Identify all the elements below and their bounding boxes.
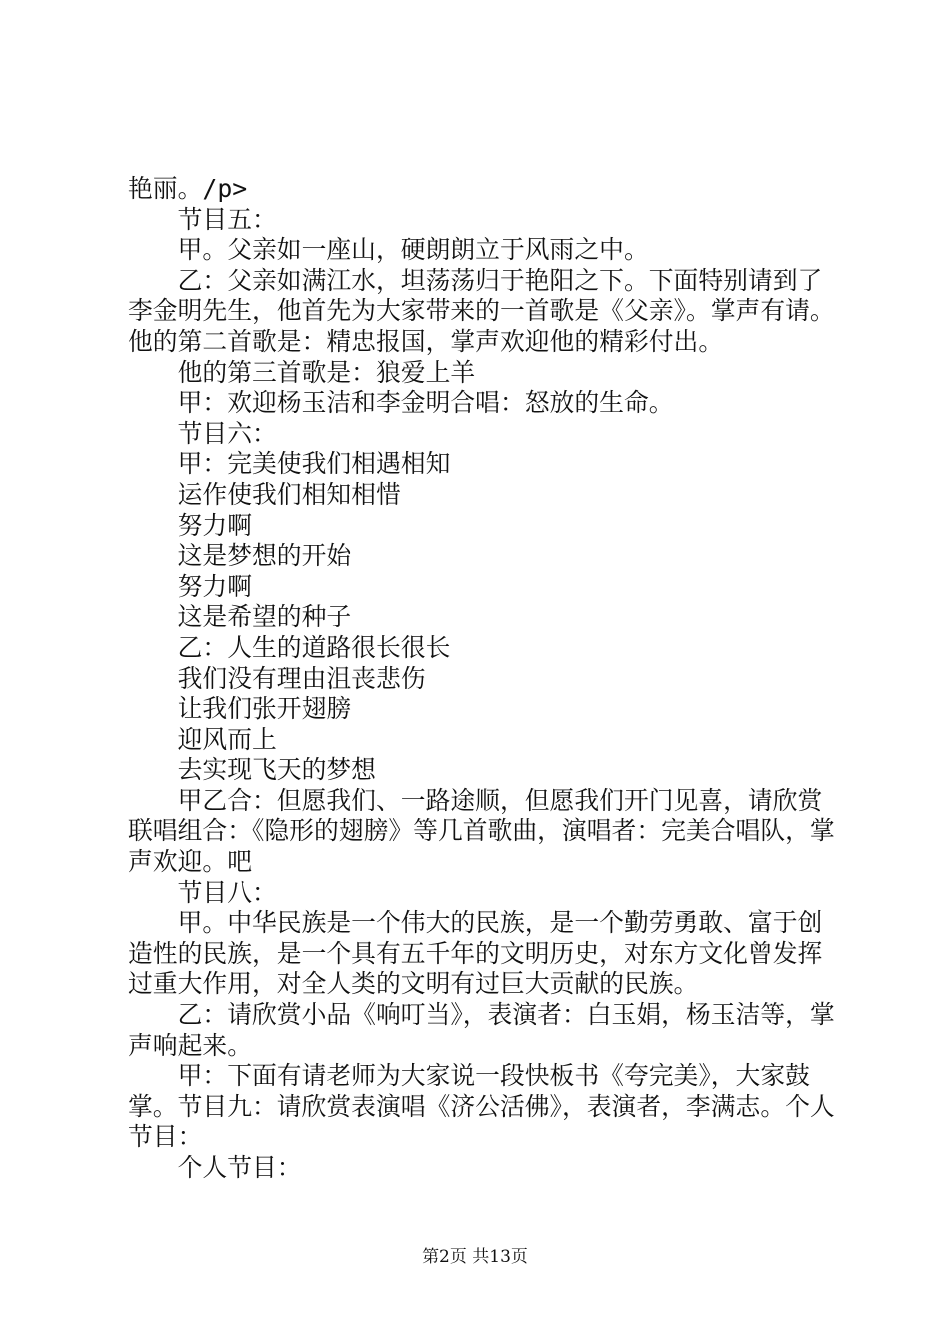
- paragraph: 去实现飞天的梦想: [177, 755, 376, 785]
- paragraph: 节目六：: [177, 418, 277, 448]
- paragraph: 个人节目：: [177, 1153, 302, 1182]
- paragraph: 努力啊: [177, 510, 252, 540]
- paragraph: 节目五：: [177, 204, 277, 234]
- paragraph: 努力啊: [177, 571, 252, 601]
- paragraph: 甲：欢迎杨玉洁和李金明合唱：怒放的生命。: [177, 388, 674, 418]
- page-number-label: 第2页 共13页: [422, 1247, 528, 1267]
- paragraph: 迎风而上: [177, 724, 277, 754]
- paragraph: 甲。父亲如一座山，硬朗朗立于风雨之中。: [177, 235, 649, 265]
- paragraph: 我们没有理由沮丧悲伤: [177, 663, 426, 693]
- paragraph: 运作使我们相知相惜: [177, 479, 401, 509]
- paragraph: 这是希望的种子: [177, 602, 352, 632]
- paragraph: 乙：父亲如满江水，坦荡荡归于艳阳之下。下面特别请到了李金明先生，他首先为大家带来的一首歌是《父亲》。掌声有请。他的第二首歌是：精忠报国，掌声欢迎他的精彩付出。: [128, 265, 835, 356]
- paragraph: 艳丽。/p>: [128, 174, 248, 203]
- paragraph: 甲：完美使我们相遇相知: [177, 449, 451, 479]
- paragraph: 这是梦想的开始: [177, 541, 352, 571]
- paragraph: 甲乙合：但愿我们、一路途顺，但愿我们开门见喜，请欣赏联唱组合：《隐形的翅膀》等几首歌曲，演唱者：完美合唱队，掌声欢迎。吧: [128, 785, 835, 877]
- document-body: [128, 174, 838, 1184]
- paragraph: 乙：请欣赏小品《响叮当》，表演者：白玉娟，杨玉洁等，掌声响起来。: [128, 1000, 835, 1060]
- paragraph: 甲。中华民族是一个伟大的民族，是一个勤劳勇敢、富于创造性的民族，是一个具有五千年的文明历史，对东方文化曾发挥过重大作用，对全人类的文明有过巨大贡献的民族。: [128, 908, 823, 999]
- paragraph: 他的第三首歌是：狼爱上羊: [177, 357, 476, 387]
- paragraph: 让我们张开翅膀: [177, 694, 352, 724]
- paragraph: 乙：人生的道路很长很长: [177, 632, 451, 662]
- page-footer: [0, 1242, 950, 1267]
- paragraph: 甲：下面有请老师为大家说一段快板书《夸完美》，大家鼓掌。节目九：请欣赏表演唱《济公活佛》，表演者，李满志。个人节目：: [128, 1061, 835, 1152]
- paragraph: 节目八：: [177, 877, 277, 907]
